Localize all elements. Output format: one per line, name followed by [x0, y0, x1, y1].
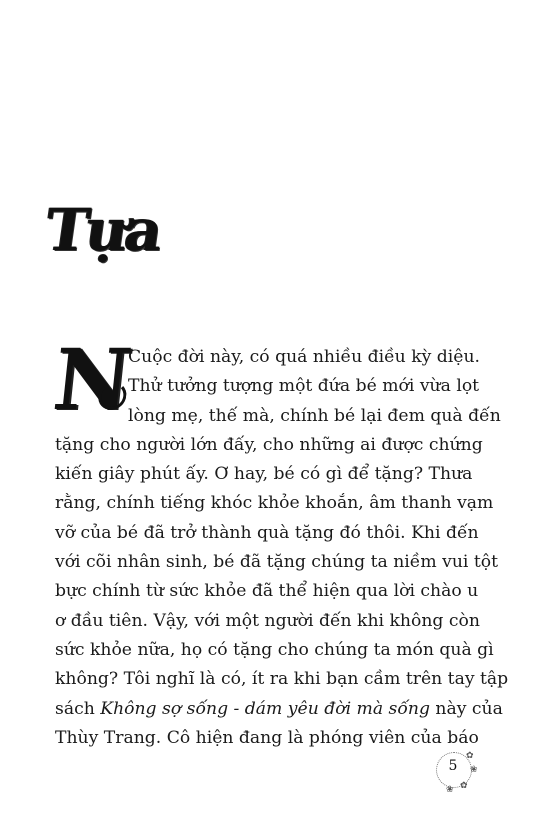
text-line-13 [55, 695, 503, 724]
text-line-7: vỡ của bé đã trở thành quà tặng đó thôi. Khi đến [55, 522, 479, 543]
flower-icon: ✿ [466, 751, 474, 761]
book-title-suffix: này của [429, 698, 503, 719]
text-line-5: kiến giây phút ấy. Ơ hay, bé có gì để tặng? Thưa [55, 464, 473, 485]
text-line-1: Cuộc đời này, có quá nhiều điều kỳ diệu. [128, 347, 480, 367]
book-title-italic: Không sợ sống - dám yêu đời mà sống [100, 698, 430, 719]
drop-cap-letter: N [48, 330, 137, 429]
flower-icon: ❀ [446, 785, 454, 795]
body-text [55, 343, 509, 753]
text-line-4: tặng cho người lớn đấy, cho những ai được chứng [55, 434, 483, 455]
text-line-6: rằng, chính tiếng khóc khỏe khoắn, âm thanh vạm [55, 493, 494, 514]
flower-icon: ✿ [460, 781, 468, 791]
page-heading: Tựa [41, 196, 165, 264]
book-title-prefix: sách [55, 698, 101, 719]
text-line-8: với cõi nhân sinh, bé đã tặng chúng ta niềm vui tột [55, 552, 499, 573]
text-line-10: ơ đầu tiên. Vậy, với một người đến khi không còn [55, 610, 480, 631]
text-line-2: Thử tưởng tượng một đứa bé mới vừa lọt [128, 376, 480, 397]
text-line-14: Thùy Trang. Cô hiện đang là phóng viên của báo [55, 727, 479, 748]
page-number-ornament [430, 748, 480, 796]
text-line-3: lòng mẹ, thế mà, chính bé lại đem quà đến [128, 405, 501, 426]
text-line-9: bực chính từ sức khỏe đã thể hiện qua lời chào u [55, 581, 479, 602]
text-line-12: không? Tôi nghĩ là có, ít ra khi bạn cầm trên tay tập [55, 669, 509, 690]
text-line-11: sức khỏe nữa, họ có tặng cho chúng ta món quà gì [55, 639, 494, 660]
page-number: 5 [448, 758, 458, 774]
flower-icon: ❀ [470, 765, 478, 775]
